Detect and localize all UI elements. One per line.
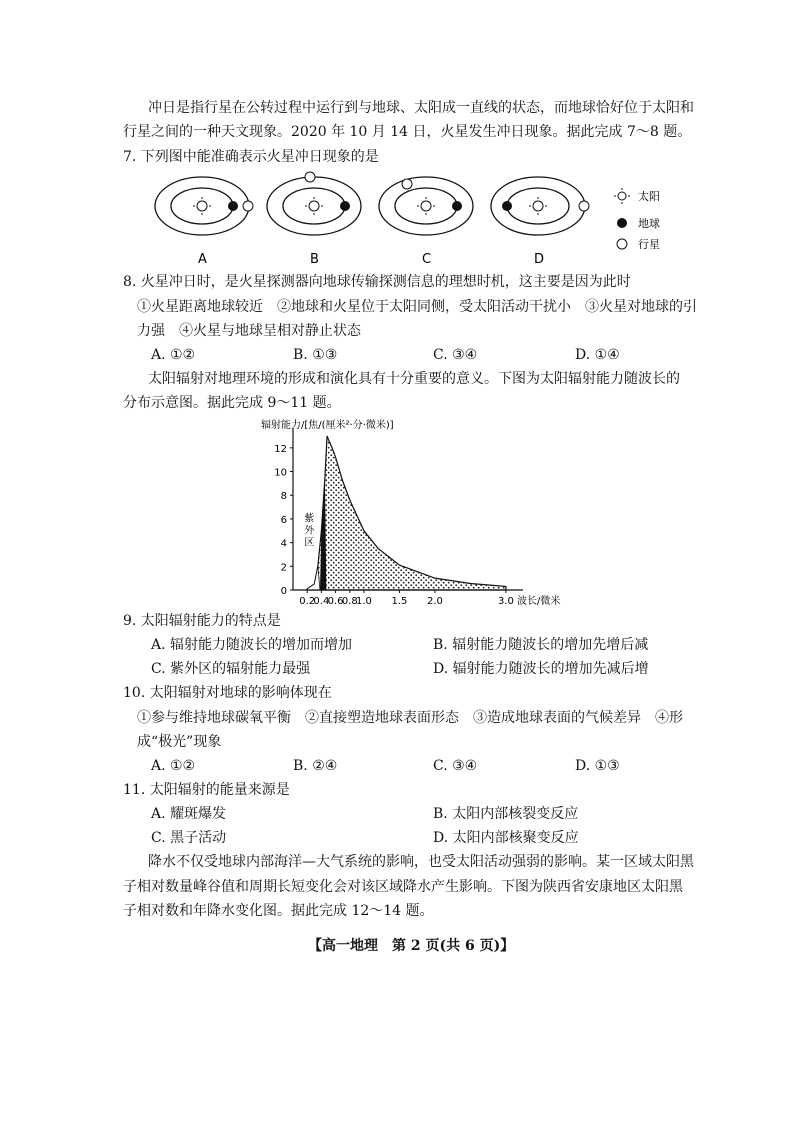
intro-12-14-line1: 降水不仅受地球内部海洋—大气系统的影响，也受太阳活动强弱的影响。某一区域太阳黑 [148,854,694,870]
x-tick-label: 0.2 [299,596,316,607]
q10-option-b[interactable]: B. ②④ [293,758,338,774]
y-tick-label: 10 [274,467,287,479]
diagram-c [379,177,473,267]
q8-option-b[interactable]: B. ①③ [293,347,338,363]
y-tick-label: 12 [274,443,287,455]
planet-dot-icon [402,179,412,189]
intro-12-14-line2: 子相对数量峰谷值和周期长短变化会对该区域降水产生影响。下图为陕西省安康地区太阳黑 [123,879,683,895]
q11-option-d[interactable]: D. 太阳内部核聚变反应 [433,830,579,846]
q8-option-d[interactable]: D. ①④ [575,347,620,363]
q8-stem: 8. 火星冲日时，是火星探测器向地球传输探测信息的理想时机，这主要是因为此时 [123,274,631,290]
x-tick-label: 2.0 [426,596,443,607]
intro-7-8-line2: 行星之间的一种天文现象。2020 年 10 月 14 日，火星发生冲日现象。据此完成 7～8 题。 [123,124,692,140]
sun-icon [533,201,543,211]
earth-dot-icon [340,201,350,211]
q10-option-c[interactable]: C. ③④ [433,758,478,774]
legend-earth-label: 地球 [638,217,660,230]
sun-icon [197,201,207,211]
q10-option-a[interactable]: A. ①② [151,758,196,774]
planet-dot-icon [243,201,253,211]
sun-icon [421,201,431,211]
q11-option-a[interactable]: A. 耀斑爆发 [151,806,227,822]
q9-option-d[interactable]: D. 辐射能力随波长的增加先减后增 [433,661,649,677]
y-tick-label: 6 [280,514,287,526]
uv-label-char: 紫 [304,513,315,525]
diagram-label-b: B [310,252,319,267]
y-tick-label: 0 [280,586,287,597]
radiation-area [307,436,506,590]
q9-option-c[interactable]: C. 紫外区的辐射能力最强 [151,661,311,677]
sun-icon [309,201,319,211]
earth-dot-icon [452,201,462,211]
earth-dot-icon [502,201,512,211]
q7-stem: 7. 下列图中能准确表示火星冲日现象的是 [123,149,379,165]
diagram-d [491,177,589,267]
q10-option-d[interactable]: D. ①③ [575,758,620,774]
earth-dot-icon [228,201,238,211]
x-tick-label: 1.0 [356,596,372,607]
q8-option-c[interactable]: C. ③④ [433,347,478,363]
planet-dot-icon [617,239,627,249]
uv-label-char: 外 [304,525,315,537]
intro-7-8-line1: 冲日是指行星在公转过程中运行到与地球、太阳成一直线的状态，而地球恰好位于太阳和 [148,100,694,116]
q7-legend [614,188,660,251]
legend-planet-label: 行星 [638,238,660,251]
x-tick-label: 1.5 [391,596,408,607]
legend-sun-label: 太阳 [638,190,660,203]
planet-dot-icon [305,172,315,182]
y-tick-label: 8 [280,491,287,503]
chart-xlabel: 波长/微米 [517,596,561,607]
uv-region [307,566,320,590]
q11-stem: 11. 太阳辐射的能量来源是 [123,782,290,798]
sun-icon [618,192,626,200]
intro-12-14-line3: 子相对数和年降水变化图。据此完成 12～14 题。 [123,903,434,919]
q9-option-a[interactable]: A. 辐射能力随波长的增加而增加 [151,637,353,653]
x-tick-label: 0.8 [341,596,358,607]
q7-orbit-diagrams [150,168,670,268]
planet-dot-icon [579,201,589,211]
intro-9-11-line1: 太阳辐射对地理环境的形成和演化具有十分重要的意义。下图为太阳辐射能力随波长的 [148,371,680,387]
diagram-b [267,172,361,267]
diagram-a [155,177,253,267]
q9-option-b[interactable]: B. 辐射能力随波长的增加先增后减 [433,637,649,653]
x-tick-label: 3.0 [497,596,514,607]
q10-choices-line2: 成“极光”现象 [137,734,222,750]
diagram-label-c: C [422,252,432,267]
q8-choices-line1: ①火星距离地球较近 ②地球和火星位于太阳同侧，受太阳活动干扰小 ③火星对地球的引 [137,299,697,315]
q11-option-b[interactable]: B. 太阳内部核裂变反应 [433,806,579,822]
page-footer: 【高一地理 第 2 页(共 6 页)】 [308,938,515,954]
diagram-label-a: A [198,252,207,267]
chart-ylabel: 辐射能力/[焦/(厘米²·分·微米)] [261,420,394,431]
y-tick-label: 4 [280,538,287,550]
q10-stem: 10. 太阳辐射对地球的影响体现在 [123,685,332,701]
intro-9-11-line2: 分布示意图。据此完成 9～11 题。 [123,395,341,411]
q8-choices-line2: 力强 ④火星与地球呈相对静止状态 [137,323,361,339]
diagram-label-d: D [534,252,545,267]
q9-stem: 9. 太阳辐射能力的特点是 [123,613,281,629]
q8-option-a[interactable]: A. ①② [151,347,196,363]
earth-dot-icon [617,218,627,228]
x-tick-label: 0.4 [313,596,330,607]
q11-option-c[interactable]: C. 黑子活动 [151,830,227,846]
uv-label-char: 区 [304,537,315,549]
radiation-chart [255,414,575,608]
q10-choices-line1: ①参与维持地球碳氧平衡 ②直接塑造地球表面形态 ③造成地球表面的气候差异 ④形 [137,710,683,726]
y-tick-label: 2 [280,562,287,574]
x-tick-label: 0.6 [327,596,344,607]
